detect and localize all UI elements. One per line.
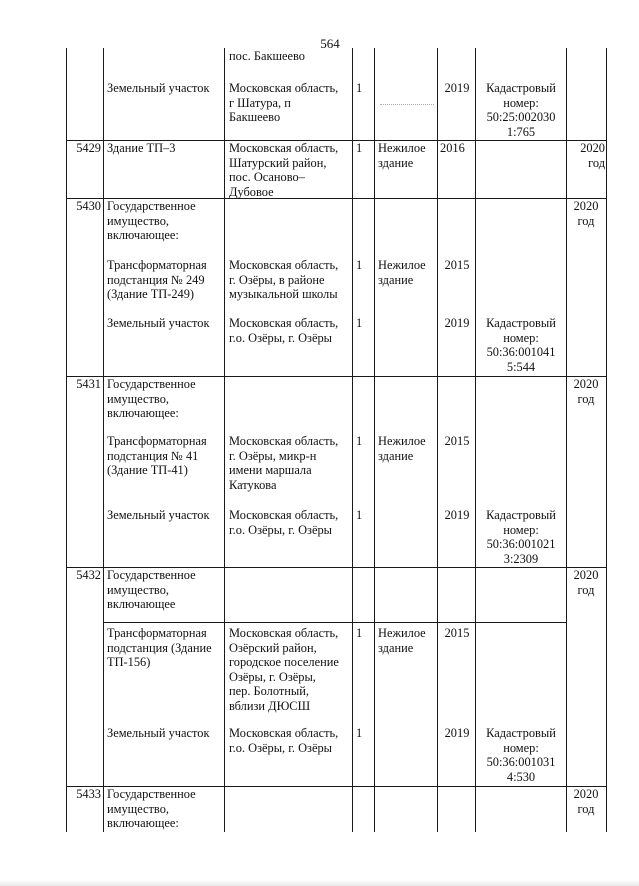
item-qty-5431-2: 1 xyxy=(356,508,363,522)
page-bottom-edge xyxy=(0,880,639,886)
entry-deadline-5430: 2020 год xyxy=(573,199,599,228)
land-plot-address: Московская область, г Шатура, п Бакшеево xyxy=(229,81,339,125)
entry-qty-5429: 1 xyxy=(356,141,363,155)
entry-title-5431: Государственное имущество, включающее: xyxy=(107,377,196,421)
scan-artifact xyxy=(380,104,434,107)
item-name-5431-2: Земельный участок xyxy=(107,508,210,522)
entry-number-5429: 5429 xyxy=(76,141,101,155)
item-name-5432-2: Земельный участок xyxy=(107,726,210,740)
land-plot-name: Земельный участок xyxy=(107,81,210,95)
entry-number-5430: 5430 xyxy=(76,199,101,213)
entry-name-5429: Здание ТП–3 xyxy=(107,141,176,155)
item-address-5432-2: Московская область, г.о. Озёры, г. Озёры xyxy=(229,726,339,755)
column-rule-4 xyxy=(374,48,375,832)
item-note-5431-2: Кадастровый номер: 50:36:001021 3:2309 xyxy=(486,508,556,566)
continuation-address: пос. Бакшеево xyxy=(229,49,305,63)
item-name-5432-1: Трансформаторная подстанция (Здание ТП-156) xyxy=(107,626,212,670)
item-year-5431-2: 2019 xyxy=(444,508,470,522)
column-rule-0 xyxy=(66,48,67,832)
entry-number-5432: 5432 xyxy=(76,568,101,582)
entry-title-5432: Государственное имущество, включающее xyxy=(107,568,196,612)
item-name-5430-2: Земельный участок xyxy=(107,316,210,330)
item-purpose-5432-1: Нежилое здание xyxy=(378,626,426,655)
item-note-5432-2: Кадастровый номер: 50:36:001031 4:530 xyxy=(486,726,556,784)
entry-address-5429: Московская область, Шатурский район, пос. Осаново– Дубовое xyxy=(229,141,339,199)
subrow-rule-5432 xyxy=(103,622,566,623)
column-rule-5 xyxy=(437,48,438,832)
item-address-5432-1: Московская область, Озёрский район, городское поселение Озёры, г. Озёры, пер. Болотный, вблизи ДЮСШ xyxy=(229,626,339,713)
item-purpose-5431-1: Нежилое здание xyxy=(378,434,426,463)
entry-title-5433: Государственное имущество, включающее: xyxy=(107,787,196,831)
item-name-5431-1: Трансформаторная подстанция № 41 (Здание ТП-41) xyxy=(107,434,207,478)
column-rule-1 xyxy=(103,48,104,832)
land-plot-year: 2019 xyxy=(444,81,470,95)
entry-deadline-5431: 2020 год xyxy=(573,377,599,406)
entry-deadline-5433: 2020 год xyxy=(573,787,599,816)
entry-number-5431: 5431 xyxy=(76,377,101,391)
item-qty-5432-1: 1 xyxy=(356,626,363,640)
item-year-5432-2: 2019 xyxy=(444,726,470,740)
item-name-5430-1: Трансформаторная подстанция № 249 (Здание ТП-249) xyxy=(107,258,207,302)
item-year-5431-1: 2015 xyxy=(444,434,470,448)
item-qty-5430-1: 1 xyxy=(356,258,363,272)
entry-number-5433: 5433 xyxy=(76,787,101,801)
item-address-5430-1: Московская область, г. Озёры, в районе музыкальной школы xyxy=(229,258,339,302)
item-year-5430-1: 2015 xyxy=(444,258,470,272)
item-qty-5430-2: 1 xyxy=(356,316,363,330)
entry-purpose-5429: Нежилое здание xyxy=(378,141,426,170)
land-plot-qty: 1 xyxy=(356,81,363,95)
entry-deadline-5432: 2020 год xyxy=(573,568,599,597)
item-purpose-5430-1: Нежилое здание xyxy=(378,258,426,287)
item-year-5432-1: 2015 xyxy=(444,626,470,640)
item-qty-5432-2: 1 xyxy=(356,726,363,740)
entry-title-5430: Государственное имущество, включающее: xyxy=(107,199,196,243)
entry-year-5429: 2016 xyxy=(440,141,465,155)
item-address-5431-1: Московская область, г. Озёры, микр-н имени маршала Катукова xyxy=(229,434,339,492)
page-number: 564 xyxy=(320,36,340,51)
cadastral-note: Кадастровый номер: 50:25:002030 1:765 xyxy=(486,81,556,139)
item-qty-5431-1: 1 xyxy=(356,434,363,448)
item-address-5430-2: Московская область, г.о. Озёры, г. Озёры xyxy=(229,316,339,345)
item-address-5431-2: Московская область, г.о. Озёры, г. Озёры xyxy=(229,508,339,537)
item-note-5430-2: Кадастровый номер: 50:36:001041 5:544 xyxy=(486,316,556,374)
item-year-5430-2: 2019 xyxy=(444,316,470,330)
column-rule-6 xyxy=(475,48,476,832)
column-rule-8 xyxy=(606,48,607,832)
entry-deadline-5429: 2020 год xyxy=(580,141,605,170)
